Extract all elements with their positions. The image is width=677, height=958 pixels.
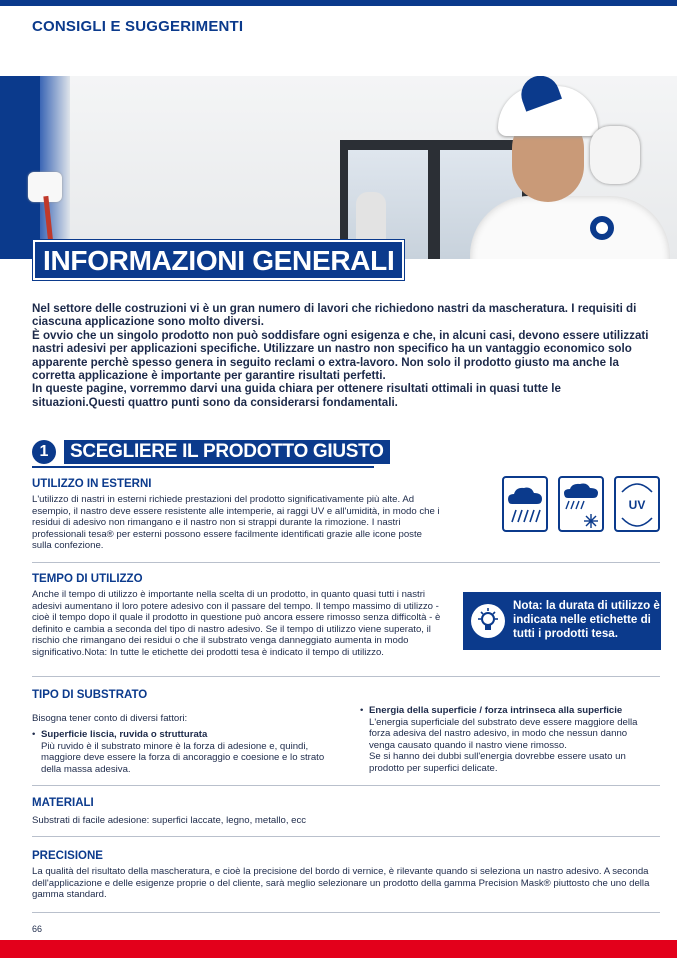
page-title-box (33, 240, 404, 280)
list-item-text: Se si hanno dei dubbi sull'energia dovrebbe essere usato un prodotto per superfici delicate. (369, 751, 626, 774)
duration-heading: TEMPO DI UTILIZZO (32, 573, 143, 585)
step-title-box (64, 440, 390, 464)
list-item (32, 729, 332, 775)
tape-roll-icon (590, 216, 614, 240)
top-bar (0, 0, 677, 6)
divider (32, 912, 660, 913)
page-title: INFORMAZIONI GENERALI (43, 245, 395, 276)
page-number: 66 (32, 924, 43, 934)
note-text: Nota: la durata di utilizzo è indicata nelle etichette di tutti i prodotti tesa. (513, 599, 660, 640)
substrate-lead: Bisogna tener conto di diversi fattori: (32, 713, 188, 724)
list-item-text: L'energia superficiale del substrato deve essere maggiore della forza adesiva del nastro adesivo, in modo che nessun danno venga causato quando il nastro viene rimosso. (369, 716, 638, 751)
lightbulb-icon (471, 604, 505, 638)
divider (32, 562, 660, 563)
outdoor-icons (502, 476, 660, 532)
list-item-text: Più ruvido è il substrato minore è la forza di adesione e, quindi, maggiore deve essere la forza di ancoraggio e coesione e lo strato della massa adesiva. (41, 740, 325, 775)
divider (32, 836, 660, 837)
step-number: 1 (32, 440, 56, 464)
footer-bar (0, 940, 677, 958)
uv-label: UV (628, 498, 646, 512)
precision-heading: PRECISIONE (32, 850, 103, 862)
hero-image (0, 76, 677, 259)
materials-heading: MATERIALI (32, 797, 94, 809)
step-underline (32, 466, 374, 468)
snow-cloud-icon (558, 476, 604, 532)
materials-text: Substrati di facile adesione: superfici laccate, legno, metallo, ecc (32, 815, 307, 826)
rain-cloud-icon (502, 476, 548, 532)
uv-icon (614, 476, 660, 532)
intro-paragraph: In queste pagine, vorremmo darvi una guida chiara per ottenere risultati ottimali in quasi tutte le situazioni.Questi quattro punti sono da considerarsi fondamentali. (32, 382, 561, 409)
list-item-title: • Superficie liscia, ruvida o strutturata (41, 729, 208, 740)
step-title: SCEGLIERE IL PRODOTTO GIUSTO (70, 441, 384, 462)
intro-paragraph: Nel settore delle costruzioni vi è un gran numero di lavori che richiedono nastri da mascheratura. I requisiti di ciascuna applicazione sono molto diversi. (32, 302, 637, 329)
intro-paragraph: È ovvio che un singolo prodotto non può soddisfare ogni esigenza e che, in alcuni casi, devono essere utilizzati nastri adesivi per applicazioni specifiche. Utilizzare un nastro non specifico ha un vantaggio economico solo apparente perchè spesso genera in seguito reclami o extra-lavoro. Non solo il prodotto giusto ma anche la corretta applicazione è importante per garantire risultati perfetti. (32, 328, 649, 383)
divider (32, 676, 660, 677)
section-title: CONSIGLI E SUGGERIMENTI (32, 18, 244, 35)
substrate-heading: TIPO DI SUBSTRATO (32, 689, 148, 701)
duration-text: Anche il tempo di utilizzo è importante nella scelta di un prodotto, in quanto quasi tutti i nastri adesivi aumentano il loro potere adesivo con il passare del tempo. Il tempo massimo di utilizzo - cioè il tempo dopo il quale il prodotto in questione può ancora essere rimosso senza difficoltà - è definito e cambia a seconda del tipo di nastro adesivo. Se il tempo di utilizzo viene superato, il rischio che rimangano dei residui o che il substrato venga danneggiato aumenta in modo significativo.Nota: In tutte le etichette dei prodotti tesa è indicato il tempo di utilizzo. (32, 589, 441, 658)
substrate-list-right (360, 705, 650, 775)
precision-text: La qualità del risultato della mascheratura, e cioè la precisione del bordo di vernice, è rilevante quando si seleziona un nastro adesivo. A seconda dell'applicazione e delle esigenze proprie o del cliente, sarà meglio selezionare un prodotto della gamma Precision Mask® piuttosto che uno della gamma standard. (32, 866, 650, 901)
duration-note (463, 592, 661, 650)
outdoor-heading: UTILIZZO IN ESTERNI (32, 478, 152, 490)
list-item (360, 705, 650, 775)
divider (32, 785, 660, 786)
outdoor-text: L'utilizzo di nastri in esterni richiede prestazioni del prodotto significativamente più alte. Ad esempio, il nastro deve essere resistente alle intemperie, ai raggi UV e all'umidità, in modo che i residui di adesivo non rimangano e il nastro non si strappi durante la rimozione. I nastri professionali tesa® per esterni possono essere facilmente identificati grazie alle icone poste sulla confezione. (32, 494, 440, 552)
substrate-list-left (32, 729, 332, 775)
intro-text (32, 302, 652, 409)
list-item-title: • Energia della superficie / forza intrinseca alla superficie (369, 705, 623, 716)
